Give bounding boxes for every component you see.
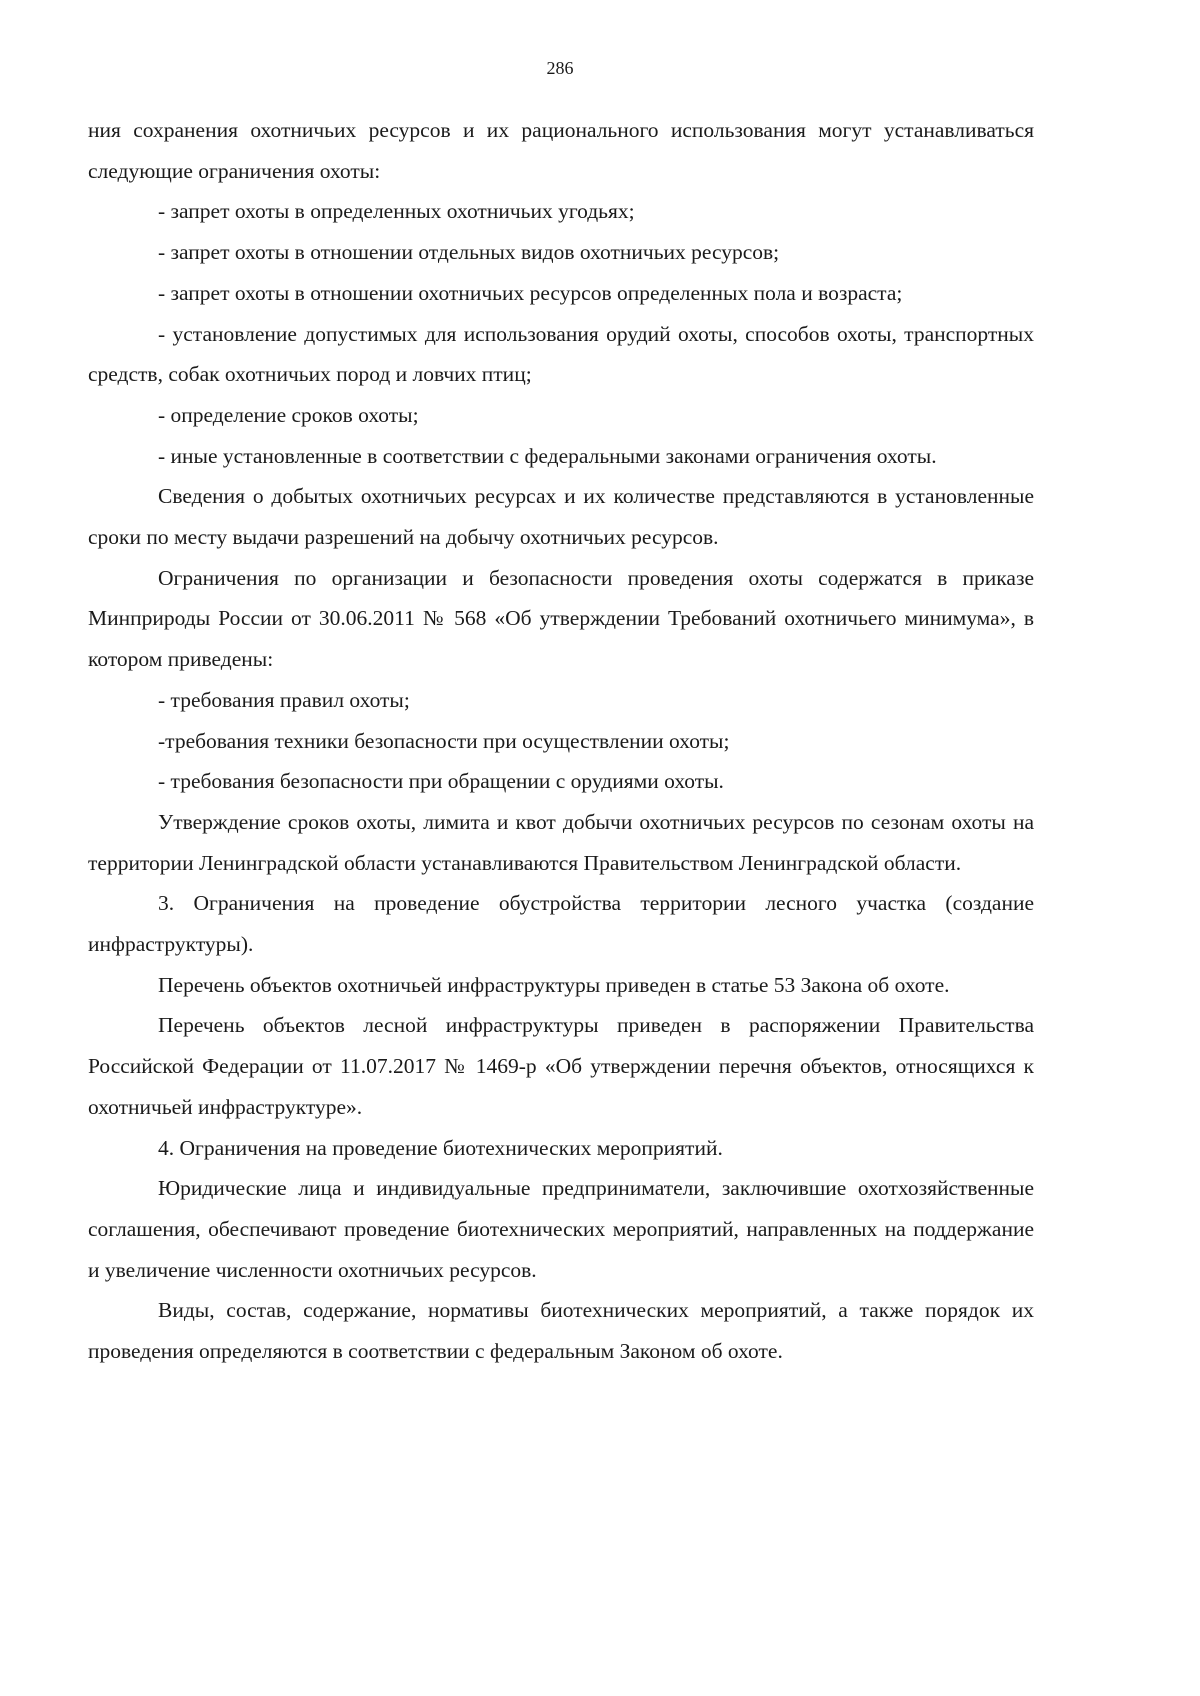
paragraph: ния сохранения охотничьих ресурсов и их рационального использования могут устанавливаться следующие ограничения охоты:	[88, 118, 1034, 183]
section-heading: 4. Ограничения на проведение биотехнических мероприятий.	[158, 1135, 723, 1160]
page-number: 286	[546, 58, 574, 78]
list-item: - запрет охоты в отношении охотничьих ресурсов определенных пола и возраста;	[158, 280, 903, 305]
list-item: - требования правил охоты;	[158, 687, 410, 712]
paragraph: Перечень объектов охотничьей инфраструктуры приведен в статье 53 Закона об охоте.	[158, 972, 950, 997]
paragraph: Перечень объектов лесной инфраструктуры приведен в распоряжении Правительства Российской Федерации от 11.07.2017 № 1469-р «Об утверждении перечня объектов, относящихся к охотничьей инфраструктуре».	[88, 1013, 1034, 1119]
paragraph: Ограничения по организации и безопасности проведения охоты содержатся в приказе Минприроды России от 30.06.2011 № 568 «Об утверждении Требований охотничьего минимума», в котором приведены:	[88, 565, 1034, 672]
paragraph: Юридические лица и индивидуальные предприниматели, заключившие охотхозяйственные соглашения, обеспечивают проведение биотехнических мероприятий, направленных на поддержание и увеличение численности охотничьих ресурсов.	[88, 1176, 1034, 1282]
paragraph: Утверждение сроков охоты, лимита и квот добычи охотничьих ресурсов по сезонам охоты на территории Ленинградской области устанавливаются Правительством Ленинградской области.	[88, 809, 1034, 875]
document-body	[88, 110, 1034, 1372]
list-item: -требования техники безопасности при осуществлении охоты;	[158, 728, 730, 753]
section-heading: 3. Ограничения на проведение обустройства территории лесного участка (создание инфраструктуры).	[88, 891, 1034, 957]
list-item: - запрет охоты в отношении отдельных видов охотничьих ресурсов;	[158, 240, 780, 265]
paragraph: Сведения о добытых охотничьих ресурсах и их количестве представляются в установленные сроки по месту выдачи разрешений на добычу охотничьих ресурсов.	[88, 484, 1034, 550]
list-item: - установление допустимых для использования орудий охоты, способов охоты, транспортных средств, собак охотничьих пород и ловчих птиц;	[88, 321, 1034, 387]
list-item: - иные установленные в соответствии с федеральными законами ограничения охоты.	[158, 443, 937, 468]
list-item: - запрет охоты в определенных охотничьих угодьях;	[158, 199, 635, 224]
list-item: - определение сроков охоты;	[158, 402, 419, 427]
list-item: - требования безопасности при обращении с орудиями охоты.	[158, 769, 724, 794]
paragraph: Виды, состав, содержание, нормативы биотехнических мероприятий, а также порядок их проведения определяются в соответствии с федеральным Законом об охоте.	[88, 1298, 1034, 1364]
